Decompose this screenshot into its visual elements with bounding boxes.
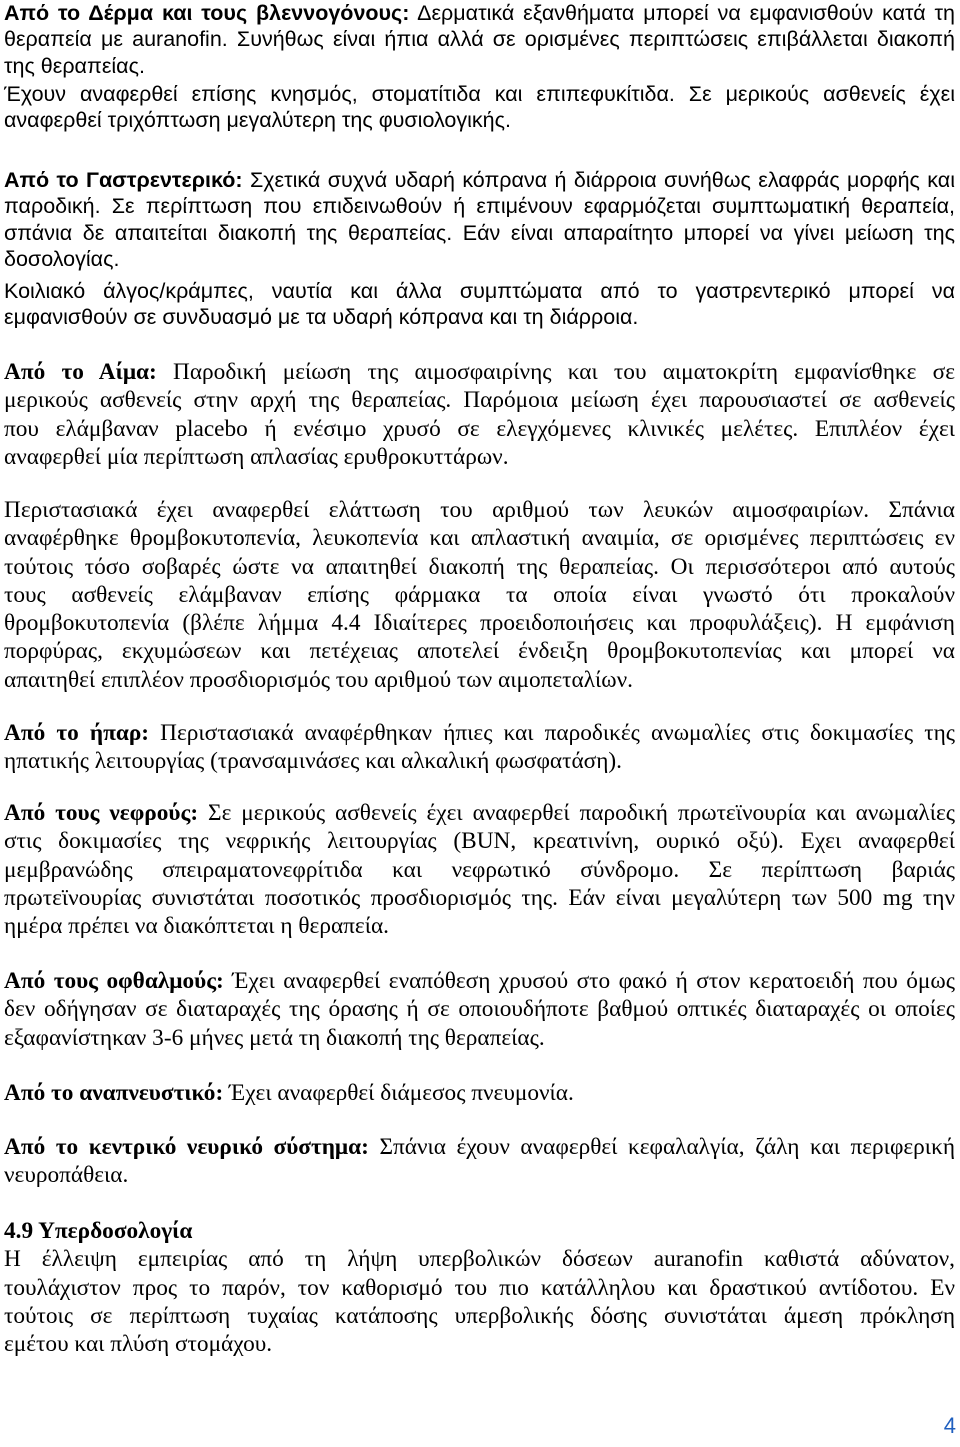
line-text: Δερματικά εξανθήματα μπορεί να εμφανισθούν κατά τη (417, 1, 955, 25)
text-line (4, 799, 955, 827)
section-label: Από το ήπαρ: (4, 720, 150, 746)
text-line (4, 167, 955, 193)
line-text: Σχετικά συχνά υδαρή κόπρανα ή διάρροια συνήθως ελαφράς μορφής και (249, 168, 955, 192)
section-label: Από το Αίμα: (4, 359, 157, 385)
text-line: πορφύρας, εκχυμώσεων και πετέχειας αποτελεί ένδειξη θρομβοκυτοπενίας και μπορεί να (4, 638, 955, 665)
text-line (4, 719, 955, 747)
paragraph-kidneys (4, 799, 955, 940)
paragraph-central-nervous-system (4, 1133, 955, 1190)
text-line (4, 1079, 955, 1107)
paragraph-skin-mucosa-continued (4, 81, 955, 134)
paragraph-skin-mucosa (4, 0, 955, 79)
text-line: τουλάχιστον προς το παρόν, τον καθορισμό του πιο κατάλληλου και δραστικού αντίδοτου. Εν (4, 1274, 955, 1301)
line-text: Σπάνια έχουν αναφερθεί κεφαλαλγία, ζάλη και περιφερική (379, 1134, 955, 1160)
paragraph-liver (4, 719, 955, 776)
line-text: Έχει αναφερθεί εναπόθεση χρυσού στο φακό ή στον κερατοειδή που όμως (232, 968, 955, 994)
text-line: Η έλλειψη εμπειρίας από τη λήψη υπερβολικών δόσεων auranofin καθιστά αδύνατον, (4, 1246, 955, 1273)
text-line: τούτοις σε περίπτωση τυχαίας κατάποσης υπερβολικής δόσης συνιστάται άμεση πρόκληση (4, 1302, 955, 1329)
text-line: στις δοκιμασίες της νεφρικής λειτουργίας (BUN, κρεατινίνη, ουρικό οξύ). Εχει αναφερθεί (4, 828, 955, 855)
section-label: Από το Δέρμα και τους βλεννογόνους: (4, 1, 410, 25)
section-label: Από τους οφθαλμούς: (4, 968, 224, 994)
section-heading (4, 1217, 955, 1245)
text-line: ημέρα πρέπει να διακόπτεται η θεραπεία. (4, 913, 390, 940)
text-line: πρωτεϊνουρίας συνιστάται ποσοτικός προσδιορισμός της. Εάν είναι μεγαλύτερη των 500 mg την (4, 884, 955, 911)
text-line: αναφερθεί μία περίπτωση απλασίας ερυθροκυττάρων. (4, 443, 509, 470)
heading-text: 4.9 Υπερδοσολογία (4, 1218, 193, 1244)
paragraph-blood-cells (4, 496, 955, 694)
line-text: Έχει αναφερθεί διάμεσος πνευμονία. (229, 1080, 574, 1106)
paragraph-gastrointestinal-continued (4, 278, 955, 331)
text-line: αναφερθεί τριχόπτωση μεγαλύτερη της φυσιολογικής. (4, 108, 511, 133)
page-number: 4 (943, 1413, 956, 1438)
section-label: Από τους νεφρούς: (4, 800, 199, 826)
text-line: παροδική. Σε περίπτωση που επιδεινωθούν ή επιμένουν εφαρμόζεται συμπτωματική θεραπεία, (4, 194, 955, 219)
paragraph-gastrointestinal (4, 167, 955, 272)
section-overdose (4, 1217, 955, 1358)
paragraph-respiratory (4, 1079, 955, 1107)
paragraph-eyes (4, 967, 955, 1052)
section-label: Από το αναπνευστικό: (4, 1080, 224, 1106)
text-line (4, 967, 955, 995)
text-line: απαιτηθεί επιπλέον προσδιορισμός του αριθμού των αιμοπεταλίων. (4, 666, 633, 693)
text-line: εμέτου και πλύση στομάχου. (4, 1331, 273, 1358)
text-line: θρομβοκυτοπενία (βλέπε λήμμα 4.4 Ιδιαίτερες προειδοποιήσεις και προφυλάξεις). Η εμφάνιση (4, 610, 955, 637)
text-line (4, 358, 955, 386)
text-line: τους ασθενείς ελάμβαναν επίσης φάρμακα τα οποία είναι γνωστό ότι προκαλούν (4, 581, 955, 608)
text-line: που ελάμβαναν placebo ή ενέσιμο χρυσό σε ελεγχόμενες κλινικές μελέτες. Επιπλέον έχει (4, 415, 955, 442)
text-line: δοσολογίας. (4, 246, 120, 271)
text-line (4, 0, 955, 26)
section-label: Από το κεντρικό νευρικό σύστημα: (4, 1134, 369, 1160)
text-line: θεραπεία με auranofin. Συνήθως είναι ήπια αλλά σε ορισμένες περιπτώσεις επιβάλλεται διακοπή (4, 27, 955, 52)
text-line: της θεραπείας. (4, 53, 145, 78)
text-line: Κοιλιακό άλγος/κράμπες, ναυτία και άλλα συμπτώματα από το γαστρεντερικό μπορεί να (4, 279, 955, 303)
line-text: Περιστασιακά αναφέρθηκαν ήπιες και παροδικές ανωμαλίες στις δοκιμασίες της (160, 720, 955, 746)
text-line: νευροπάθεια. (4, 1162, 129, 1189)
text-line: Περιστασιακά έχει αναφερθεί ελάττωση του αριθμού των λευκών αιμοσφαιρίων. Σπάνια (4, 497, 955, 523)
text-line: σπάνια δε απαιτείται διακοπή της θεραπείας. Εάν είναι απαραίτητο μπορεί να γίνει μείωση της (4, 220, 955, 245)
paragraph-blood (4, 358, 955, 471)
line-text: Σε μερικούς ασθενείς έχει αναφερθεί παροδική πρωτεϊνουρία και ανωμαλίες (208, 800, 955, 826)
text-line: αναφέρθηκε θρομβοκυτοπενία, λευκοπενία και απλαστική αναιμία, σε ορισμένες περιπτώσεις εν (4, 525, 955, 552)
text-line (4, 1133, 955, 1161)
section-label: Από το Γαστρεντερικό: (4, 168, 243, 192)
text-line: Έχουν αναφερθεί επίσης κνησμός, στοματίτιδα και επιπεφυκίτιδα. Σε μερικούς ασθενείς έχει (4, 82, 955, 106)
text-line: εξαφανίστηκαν 3-6 μήνες μετά τη διακοπή της θεραπείας. (4, 1024, 545, 1051)
text-line: εμφανισθούν σε συνδυασμό με τα υδαρή κόπρανα και τη διάρροια. (4, 305, 639, 330)
text-line: δεν οδήγησαν σε διαταραχές της όρασης ή σε οποιουδήποτε βαθμού οπτικές διαταραχές οι οποίες (4, 996, 955, 1023)
text-line: τούτοις τόσο σοβαρές ώστε να απαιτηθεί διακοπή της θεραπείας. Οι περισσότεροι από αυτούς (4, 553, 955, 580)
line-text: Παροδική μείωση της αιμοσφαιρίνης και του αιματοκρίτη εμφανίσθηκε σε (173, 359, 955, 385)
text-line: μερικούς ασθενείς στην αρχή της θεραπείας. Παρόμοια μείωση έχει παρουσιαστεί σε ασθενείς (4, 387, 955, 414)
text-line: ηπατικής λειτουργίας (τρανσαμινάσες και αλκαλική φωσφατάση). (4, 748, 623, 775)
text-line: μεμβρανώδης σπειραματονεφρίτιδα και νεφρωτικό σύνδρομο. Σε περίπτωση βαριάς (4, 856, 955, 883)
